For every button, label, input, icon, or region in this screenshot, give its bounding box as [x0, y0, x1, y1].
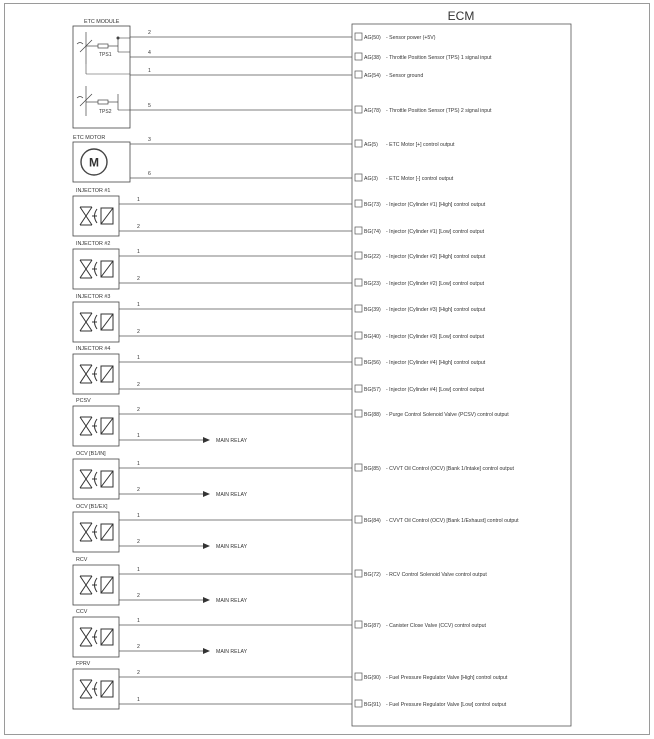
tps1-symbol [77, 32, 118, 64]
wire-8 [119, 224, 485, 235]
ecm-terminal-box [355, 358, 362, 365]
terminal-id: AG(38) [364, 55, 381, 61]
solenoid-valve-icon [80, 365, 113, 383]
arrow-right-icon [203, 437, 210, 443]
wire-9 [119, 249, 486, 260]
ecm-box [352, 24, 571, 726]
ecm-terminal-box [355, 200, 362, 207]
ecm-terminal-box [355, 279, 362, 286]
terminal-id: BG(88) [364, 412, 381, 418]
component-label: RCV [76, 557, 88, 563]
component-label: PCSV [76, 398, 91, 404]
pin-number: 1 [137, 461, 140, 467]
arrow-right-icon [203, 597, 210, 603]
ecm-terminal-box [355, 385, 362, 392]
component-label: INJECTOR #3 [76, 294, 111, 300]
signal-description: - CVVT Oil Control (OCV) [Bank 1/Intake] control output [386, 466, 514, 472]
wire-1 [130, 30, 436, 41]
wire-23 [119, 618, 487, 629]
etc-module-label: ETC MODULE [84, 19, 120, 25]
ecm-terminal-box [355, 700, 362, 707]
signal-description: - Injector (Cylinder #4) [Low] control output [386, 387, 485, 393]
ecm-terminal-box [355, 53, 362, 60]
pin-number: 1 [137, 249, 140, 255]
signal-description: - Throttle Position Sensor (TPS) 2 signal input [386, 108, 492, 114]
pin-number: 2 [137, 593, 140, 599]
ecm-terminal-box [355, 410, 362, 417]
pin-number: 2 [137, 670, 140, 676]
tps2-label: TPS2 [99, 109, 112, 115]
signal-description: - Injector (Cylinder #2) [High] control output [386, 254, 486, 260]
arrow-right-icon [203, 543, 210, 549]
arrow-right-icon [203, 648, 210, 654]
tps2-symbol [77, 86, 118, 116]
solenoid-valve-icon [80, 628, 113, 646]
terminal-id: AG(50) [364, 35, 381, 41]
signal-description: - Fuel Pressure Regulator Valve [Low] control output [386, 702, 507, 708]
pin-number: 2 [137, 644, 140, 650]
signal-description: - Injector (Cylinder #3) [Low] control output [386, 334, 485, 340]
terminal-id: BG(39) [364, 307, 381, 313]
terminal-id: AG(5) [364, 142, 378, 148]
component-6 [73, 451, 119, 499]
component-7 [73, 504, 119, 552]
terminal-id: BG(90) [364, 675, 381, 681]
wire-7 [119, 197, 486, 208]
terminal-id: BG(23) [364, 281, 381, 287]
wire-4 [130, 103, 492, 114]
signal-description: - Injector (Cylinder #3) [High] control output [386, 307, 486, 313]
wire-3 [130, 68, 423, 79]
terminal-id: BG(56) [364, 360, 381, 366]
terminal-id: AG(54) [364, 73, 381, 79]
terminal-id: BG(85) [364, 466, 381, 472]
pin-number: 1 [137, 567, 140, 573]
component-label: OCV [B1/EX] [76, 504, 108, 510]
terminal-id: BG(87) [364, 623, 381, 629]
pin-number: 4 [148, 50, 151, 56]
wire-5 [130, 137, 455, 148]
main-relay-label: MAIN RELAY [216, 544, 248, 550]
signal-description: - Injector (Cylinder #1) [Low] control output [386, 229, 485, 235]
pin-number: 2 [137, 539, 140, 545]
wire-21 [119, 567, 487, 578]
component-9 [73, 609, 119, 657]
component-3 [73, 294, 119, 342]
solenoid-valve-icon [80, 470, 113, 488]
pin-number: 5 [148, 103, 151, 109]
pin-number: 1 [137, 513, 140, 519]
wire-20 [119, 539, 248, 550]
wire-18 [119, 487, 248, 498]
pin-number: 1 [148, 68, 151, 74]
component-1 [73, 188, 119, 236]
component-layer [73, 188, 119, 709]
wire-6 [130, 171, 454, 182]
signal-description: - Throttle Position Sensor (TPS) 1 signal input [386, 55, 492, 61]
ecm-terminal-box [355, 174, 362, 181]
solenoid-valve-icon [80, 576, 113, 594]
component-label: FPRV [76, 661, 91, 667]
wire-25 [119, 670, 508, 681]
wire-layer [119, 30, 519, 708]
component-label: INJECTOR #4 [76, 346, 111, 352]
component-label: INJECTOR #2 [76, 241, 111, 247]
ecm-terminal-box [355, 33, 362, 40]
wire-10 [119, 276, 485, 287]
pin-number: 1 [137, 302, 140, 308]
pin-number: 1 [137, 355, 140, 361]
solenoid-valve-icon [80, 680, 113, 698]
component-label: CCV [76, 609, 88, 615]
wire-26 [119, 697, 507, 708]
main-relay-label: MAIN RELAY [216, 492, 248, 498]
ecm-terminal-box [355, 140, 362, 147]
terminal-id: AG(78) [364, 108, 381, 114]
ecm-terminal-box [355, 71, 362, 78]
solenoid-valve-icon [80, 207, 113, 225]
pin-number: 2 [137, 407, 140, 413]
signal-description: - Sensor ground [386, 73, 424, 79]
ecm-title: ECM [447, 9, 475, 23]
terminal-id: BG(84) [364, 518, 381, 524]
signal-description: - CVVT Oil Control (OCV) [Bank 1/Exhaust] control output [386, 518, 519, 524]
main-relay-label: MAIN RELAY [216, 438, 248, 444]
signal-description: - Sensor power (+5V) [386, 35, 436, 41]
ecm-terminal-box [355, 252, 362, 259]
pin-number: 1 [137, 618, 140, 624]
wire-13 [119, 355, 486, 366]
ecm-terminal-box [355, 516, 362, 523]
ecm-terminal-box [355, 464, 362, 471]
wire-16 [119, 433, 248, 444]
solenoid-valve-icon [80, 523, 113, 541]
pin-number: 6 [148, 171, 151, 177]
ecm-terminal-box [355, 106, 362, 113]
ecm-terminal-box [355, 673, 362, 680]
motor-symbol: M [89, 155, 99, 170]
terminal-id: BG(74) [364, 229, 381, 235]
ecm-terminal-box [355, 621, 362, 628]
signal-description: - Injector (Cylinder #2) [Low] control output [386, 281, 485, 287]
terminal-id: BG(40) [364, 334, 381, 340]
pin-number: 1 [137, 697, 140, 703]
tps1-label: TPS1 [99, 52, 112, 58]
main-relay-label: MAIN RELAY [216, 598, 248, 604]
signal-description: - Canister Close Valve (CCV) control output [386, 623, 486, 629]
etc-motor-label: ETC MOTOR [73, 135, 106, 141]
signal-description: - RCV Control Solenoid Valve control output [386, 572, 487, 578]
wire-2 [130, 50, 492, 61]
wire-12 [119, 329, 485, 340]
terminal-id: BG(72) [364, 572, 381, 578]
ecm-terminal-box [355, 227, 362, 234]
terminal-id: BG(73) [364, 202, 381, 208]
wire-14 [119, 382, 485, 393]
terminal-id: BG(57) [364, 387, 381, 393]
wire-24 [119, 644, 248, 655]
signal-description: - Purge Control Solenoid Valve (PCSV) control output [386, 412, 509, 418]
wire-15 [119, 407, 509, 418]
pin-number: 1 [137, 433, 140, 439]
signal-description: - Injector (Cylinder #4) [High] control output [386, 360, 486, 366]
wire-19 [119, 513, 519, 524]
signal-description: - ETC Motor [+] control output [386, 142, 455, 148]
pin-number: 2 [137, 224, 140, 230]
signal-description: - Fuel Pressure Regulator Valve [High] control output [386, 675, 508, 681]
component-label: OCV [B1/IN] [76, 451, 106, 457]
solenoid-valve-icon [80, 260, 113, 278]
terminal-id: BG(22) [364, 254, 381, 260]
component-5 [73, 398, 119, 446]
component-10 [73, 661, 119, 709]
solenoid-valve-icon [80, 417, 113, 435]
terminal-id: AG(3) [364, 176, 378, 182]
wire-11 [119, 302, 486, 313]
ecm-terminal-box [355, 570, 362, 577]
component-label: INJECTOR #1 [76, 188, 111, 194]
terminal-id: BG(91) [364, 702, 381, 708]
pin-number: 2 [137, 382, 140, 388]
component-8 [73, 557, 119, 605]
signal-description: - ETC Motor [-] control output [386, 176, 454, 182]
signal-description: - Injector (Cylinder #1) [High] control output [386, 202, 486, 208]
wire-17 [119, 461, 514, 472]
pin-number: 2 [137, 487, 140, 493]
component-4 [73, 346, 119, 394]
wire-22 [119, 593, 248, 604]
pin-number: 2 [148, 30, 151, 36]
pin-number: 1 [137, 197, 140, 203]
pin-number: 2 [137, 329, 140, 335]
pin-number: 2 [137, 276, 140, 282]
solenoid-valve-icon [80, 313, 113, 331]
ecm-terminal-box [355, 305, 362, 312]
ecm-terminal-box [355, 332, 362, 339]
arrow-right-icon [203, 491, 210, 497]
main-relay-label: MAIN RELAY [216, 649, 248, 655]
component-2 [73, 241, 119, 289]
pin-number: 3 [148, 137, 151, 143]
